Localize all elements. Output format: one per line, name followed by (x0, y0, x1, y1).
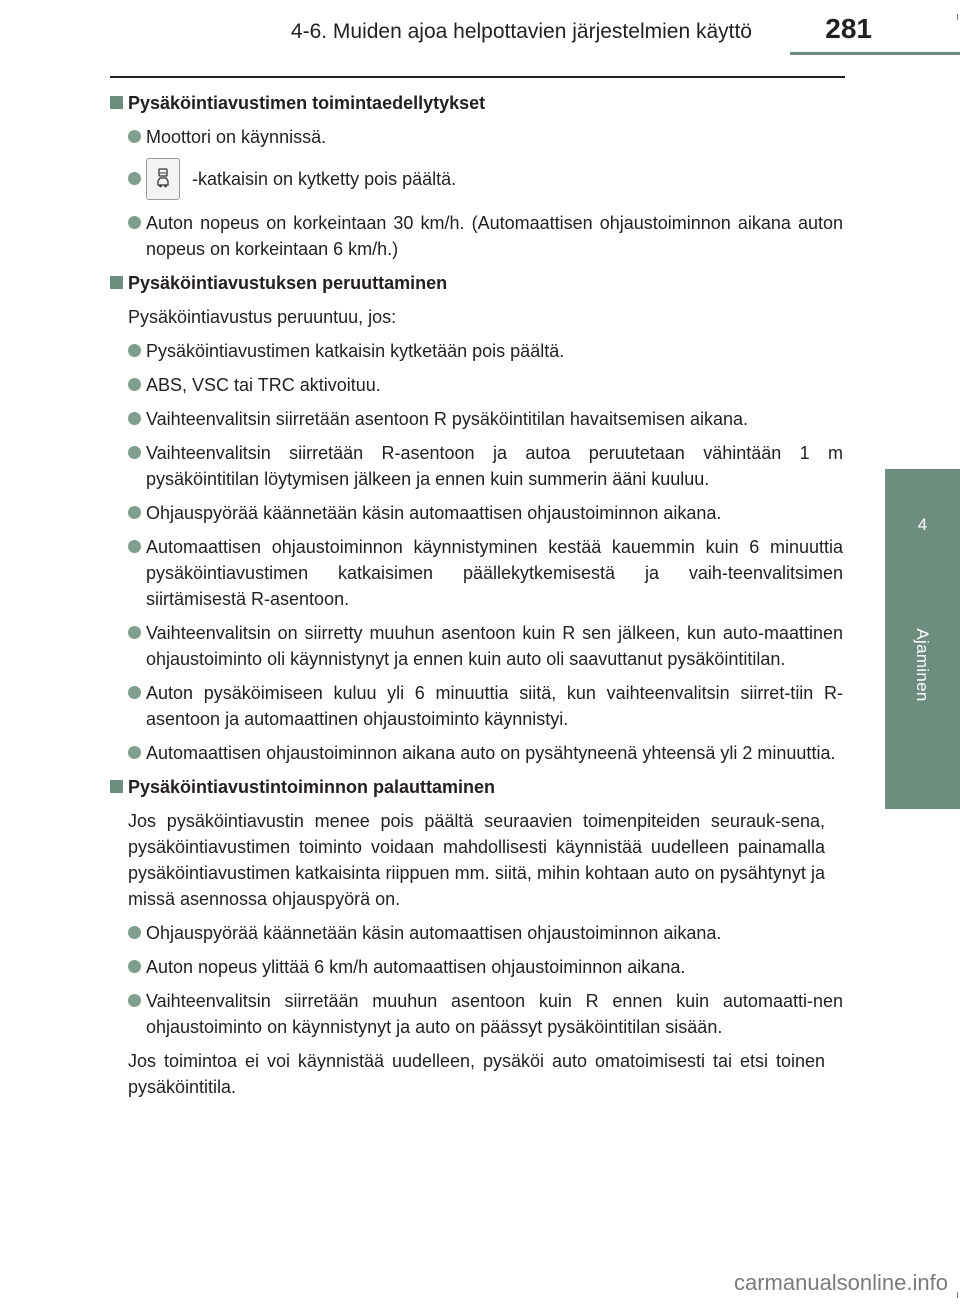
list-item-text: Ohjauspyörää käännetään käsin automaattisen ohjaustoiminnon aikana. (146, 923, 722, 943)
list-item (110, 124, 845, 150)
watermark: carmanualsonline.info (733, 1270, 948, 1295)
list-item-text: Vaihteenvalitsin siirretään asentoon R pysäköintitilan havaitsemisen aikana. (146, 409, 749, 429)
list-item (110, 988, 845, 1040)
list-item (110, 620, 845, 672)
paragraph: Pysäköintiavustus peruuntuu, jos: (128, 307, 397, 327)
list-item-text: Vaihteenvalitsin siirretään muuhun asentoon kuin R ennen kuin automaatti-nen ohjaustoiminto on käynnistynyt ja auto on päässyt pysäköintitilan sisään. (146, 991, 843, 1037)
chapter-label: Ajaminen (913, 628, 932, 702)
section-heading-text: Pysäköintiavustuksen peruuttaminen (128, 273, 448, 293)
round-bullet-icon (128, 540, 141, 553)
list-item-text: Pysäköintiavustimen katkaisin kytketään pois päältä. (146, 341, 565, 361)
section-heading (110, 270, 845, 296)
round-bullet-icon (128, 626, 141, 639)
round-bullet-icon (128, 686, 141, 699)
chapter-tab (885, 469, 960, 809)
list-item-text: ABS, VSC tai TRC aktivoituu. (146, 375, 381, 395)
header-accent-rule (790, 52, 960, 55)
square-bullet-icon (110, 780, 123, 793)
list-item-text: Moottori on käynnissä. (146, 127, 327, 147)
list-item-text: Ohjauspyörää käännetään käsin automaattisen ohjaustoiminnon aikana. (146, 503, 722, 523)
list-item (110, 406, 845, 432)
round-bullet-icon (128, 926, 141, 939)
section-heading-text: Pysäköintiavustimen toimintaedellytykset (128, 93, 486, 113)
section-heading (110, 774, 845, 800)
square-bullet-icon (110, 96, 123, 109)
list-item-text: Vaihteenvalitsin on siirretty muuhun asentoon kuin R sen jälkeen, kun auto-maattinen ohjaustoiminto oli käynnistynyt ja ennen kuin auto oli saavuttanut pysäköintitilan. (146, 623, 843, 669)
list-item (110, 954, 845, 980)
list-item-text: Vaihteenvalitsin siirretään R-asentoon ja autoa peruutetaan vähintään 1 m pysäköintitilan löytymisen jälkeen ja ennen kuin summerin ääni kuuluu. (146, 443, 843, 489)
content-top-rule (110, 76, 845, 78)
square-bullet-icon (110, 276, 123, 289)
list-item (110, 680, 845, 732)
round-bullet-icon (128, 446, 141, 459)
round-bullet-icon (128, 960, 141, 973)
paragraph: Jos pysäköintiavustin menee pois päältä seuraavien toimenpiteiden seurauk-sena, pysäköintiavustimen toiminto voidaan mahdollisesti käynnistää uudelleen painamalla pysäköintiavustimen katkaisinta riippuen mm. siitä, mihin kohtaan auto on pysähtynyt ja missä asennossa ohjauspyörä on. (128, 811, 825, 909)
page-header (0, 0, 960, 60)
round-bullet-icon (128, 506, 141, 519)
list-item (110, 740, 845, 766)
crop-mark (957, 1292, 958, 1298)
section-heading (110, 90, 845, 116)
list-item-text: -katkaisin on kytketty pois päältä. (192, 169, 457, 189)
crop-mark (957, 14, 958, 20)
section-heading-text: Pysäköintiavustintoiminnon palauttaminen (128, 777, 496, 797)
section-title: 4-6. Muiden ajoa helpottavien järjestelmien käyttö (290, 20, 752, 43)
list-item-text: Auton nopeus on korkeintaan 30 km/h. (Automaattisen ohjaustoiminnon aikana auton nopeus on korkeintaan 6 km/h.) (146, 213, 843, 259)
round-bullet-icon (128, 130, 141, 143)
list-item-text: Auton pysäköimiseen kuluu yli 6 minuuttia siitä, kun vaihteenvalitsin siirret-tiin R-asentoon ja automaattinen ohjaustoiminto käynnistyi. (146, 683, 843, 729)
chapter-number: 4 (917, 515, 928, 534)
list-item (110, 158, 845, 200)
list-item-text: Automaattisen ohjaustoiminnon aikana auto on pysähtyneenä yhteensä yli 2 minuuttia. (146, 743, 836, 763)
round-bullet-icon (128, 216, 141, 229)
list-item (110, 440, 845, 492)
round-bullet-icon (128, 412, 141, 425)
list-item (110, 338, 845, 364)
parking-assist-switch-icon (146, 158, 180, 200)
list-item (110, 920, 845, 946)
list-item (110, 500, 845, 526)
paragraph: Jos toimintoa ei voi käynnistää uudelleen, pysäköi auto omatoimisesti tai etsi toinen pysäköintitila. (128, 1051, 825, 1097)
round-bullet-icon (128, 378, 141, 391)
page-number: 281 (825, 13, 872, 44)
list-item-text: Automaattisen ohjaustoiminnon käynnistyminen kestää kauemmin kuin 6 minuuttia pysäköintiavustimen katkaisimen päällekytkemisestä ja vaih-teenvalitsimen siirtämisestä R-asentoon. (146, 537, 843, 609)
round-bullet-icon (128, 344, 141, 357)
round-bullet-icon (128, 746, 141, 759)
list-item (110, 372, 845, 398)
round-bullet-icon (128, 994, 141, 1007)
list-item (110, 534, 845, 612)
list-item-text: Auton nopeus ylittää 6 km/h automaattisen ohjaustoiminnon aikana. (146, 957, 686, 977)
page-content (110, 76, 845, 1108)
list-item (110, 210, 845, 262)
round-bullet-icon (128, 172, 141, 185)
